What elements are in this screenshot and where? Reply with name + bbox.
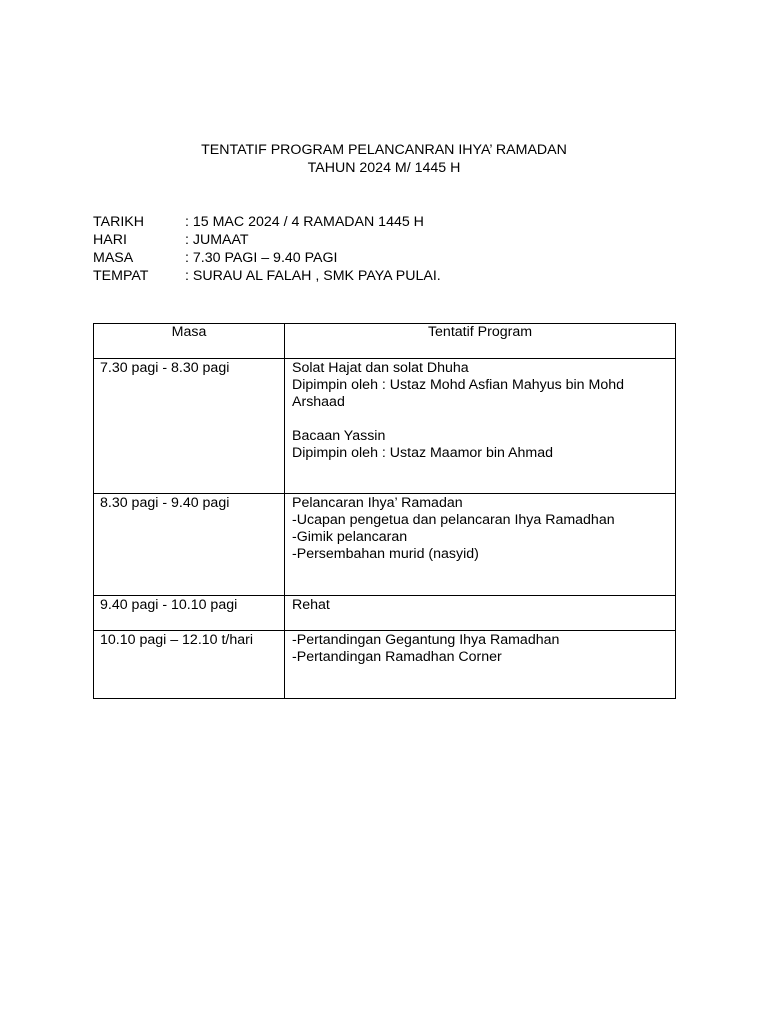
time-cell: 10.10 pagi – 12.10 t/hari [94,631,285,699]
program-item: -Persembahan murid (nasyid) [292,546,479,562]
detail-row-date [93,213,441,231]
title-line-1: TENTATIF PROGRAM PELANCANRAN IHYA’ RAMADAN [201,142,567,158]
schedule-table [93,323,676,699]
detail-label: TARIKH [93,214,144,230]
table-row [94,494,676,596]
program-cell [285,359,676,494]
program-item: -Ucapan pengetua dan pelancaran Ihya Ramadhan [292,512,615,528]
column-header-program: Tentatif Program [285,324,676,359]
detail-value: : 7.30 PAGI – 9.40 PAGI [185,250,338,266]
program-cell [285,631,676,699]
title-line-2: TAHUN 2024 M/ 1445 H [307,160,461,176]
table-row [94,631,676,699]
program-item: Solat Hajat dan solat Dhuha [292,360,469,376]
program-item: Dipimpin oleh : Ustaz Maamor bin Ahmad [292,445,554,461]
table-row [94,359,676,494]
program-item: -Pertandingan Gegantung Ihya Ramadhan [292,632,560,648]
detail-label: MASA [93,250,134,266]
detail-label: TEMPAT [93,268,149,284]
program-item: Rehat [292,597,330,613]
detail-value: : JUMAAT [185,232,249,248]
program-cell [285,494,676,596]
detail-value: : SURAU AL FALAH , SMK PAYA PULAI. [185,268,441,284]
time-cell: 8.30 pagi - 9.40 pagi [94,494,285,596]
program-item: Dipimpin oleh : Ustaz Mohd Asfian Mahyus bin Mohd Arshaad [292,377,624,410]
table-header-row [94,324,676,359]
event-details [93,213,441,285]
program-item: Bacaan Yassin [292,428,386,444]
column-header-time: Masa [94,324,285,359]
detail-row-time [93,249,441,267]
program-spacer [292,411,669,428]
table-row [94,596,676,631]
program-cell [285,596,676,631]
detail-value: : 15 MAC 2024 / 4 RAMADAN 1445 H [185,214,424,230]
program-item: -Gimik pelancaran [292,529,408,545]
detail-label: HARI [93,232,127,248]
time-cell: 9.40 pagi - 10.10 pagi [94,596,285,631]
detail-row-venue [93,267,441,285]
document-title [0,141,768,177]
time-cell: 7.30 pagi - 8.30 pagi [94,359,285,494]
program-item: Pelancaran Ihya’ Ramadan [292,495,463,511]
program-item: -Pertandingan Ramadhan Corner [292,649,502,665]
detail-row-day [93,231,441,249]
